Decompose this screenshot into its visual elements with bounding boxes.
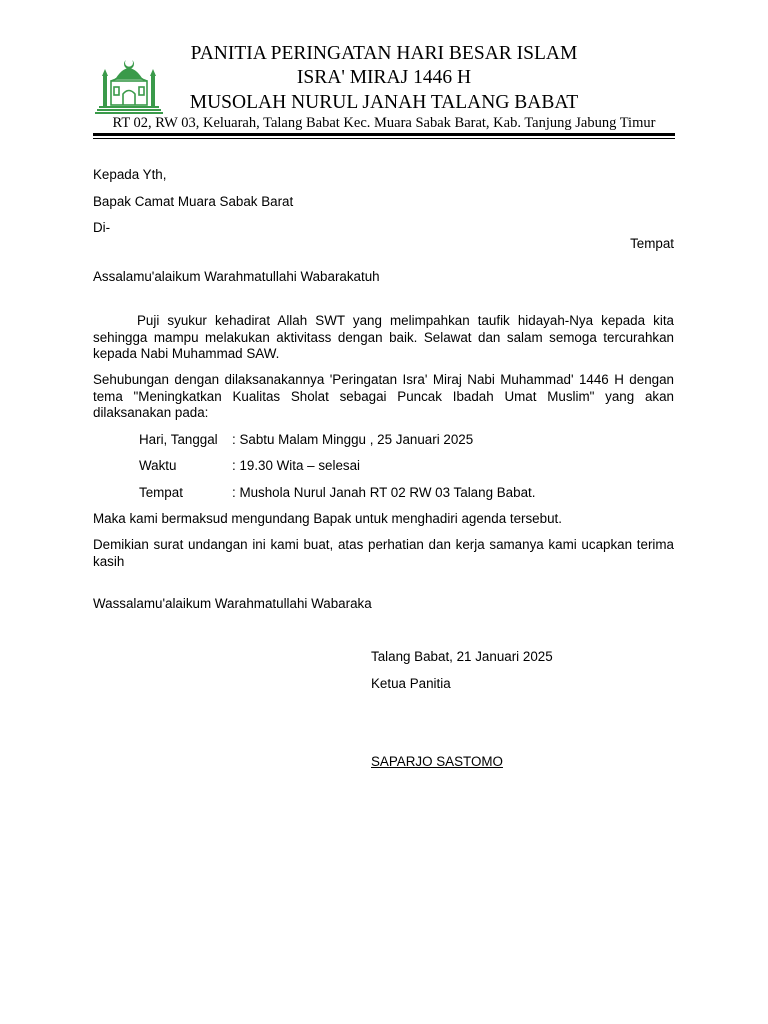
paragraph-intro: Puji syukur kehadirat Allah SWT yang melimpahkan taufik hidayah-Nya kepada kita sehingga mampu melakukan aktivitass dengan baik. Selawat dan salam semoga tercurahkan kepada Nabi Muhammad SAW. <box>93 313 674 361</box>
paragraph-closing: Demikian surat undangan ini kami buat, atas perhatian dan kerja samanya kami ucapkan terima kasih <box>93 537 674 569</box>
paragraph-event: Sehubungan dengan dilaksanakannya 'Peringatan Isra' Miraj Nabi Muhammad' 1446 H dengan tema "Meningkatkan Kualitas Sholat sebagai Puncak Ibadah Umat Muslim" yang akan dilaksanakan pada: <box>93 372 674 420</box>
signature-name: SAPARJO SASTOMO <box>371 754 503 769</box>
recipient-place: Tempat <box>630 236 674 251</box>
letterhead-address: RT 02, RW 03, Keluarah, Talang Babat Kec. Muara Sabak Barat, Kab. Tanjung Jabung Timur <box>112 115 656 131</box>
closing-greeting: Wassalamu'alaikum Warahmatullahi Wabaraka <box>93 596 372 611</box>
letterhead-divider-thin <box>93 138 675 139</box>
recipient-name: Bapak Camat Muara Sabak Barat <box>93 194 294 209</box>
detail-value-place: : Mushola Nurul Janah RT 02 RW 03 Talang Babat. <box>232 485 536 500</box>
detail-label-date: Hari, Tanggal <box>139 432 218 447</box>
detail-label-place: Tempat <box>139 485 183 500</box>
letterhead-divider-thick <box>93 133 675 136</box>
detail-value-time: : 19.30 Wita – selesai <box>232 458 361 473</box>
signature-place-date: Talang Babat, 21 Januari 2025 <box>371 649 553 664</box>
recipient-to: Kepada Yth, <box>93 167 167 182</box>
paragraph-invitation: Maka kami bermaksud mengundang Bapak untuk menghadiri agenda tersebut. <box>93 511 562 526</box>
opening-greeting: Assalamu'alaikum Warahmatullahi Wabarakatuh <box>93 269 380 284</box>
letterhead-committee: PANITIA PERINGATAN HARI BESAR ISLAM <box>190 43 578 64</box>
detail-value-date: : Sabtu Malam Minggu , 25 Januari 2025 <box>232 432 474 447</box>
letterhead-mosque: MUSOLAH NURUL JANAH TALANG BABAT <box>189 92 579 113</box>
detail-label-time: Waktu <box>139 458 177 473</box>
letterhead-event: ISRA' MIRAJ 1446 H <box>296 67 472 88</box>
recipient-di: Di- <box>93 220 111 235</box>
signature-role: Ketua Panitia <box>371 676 451 691</box>
